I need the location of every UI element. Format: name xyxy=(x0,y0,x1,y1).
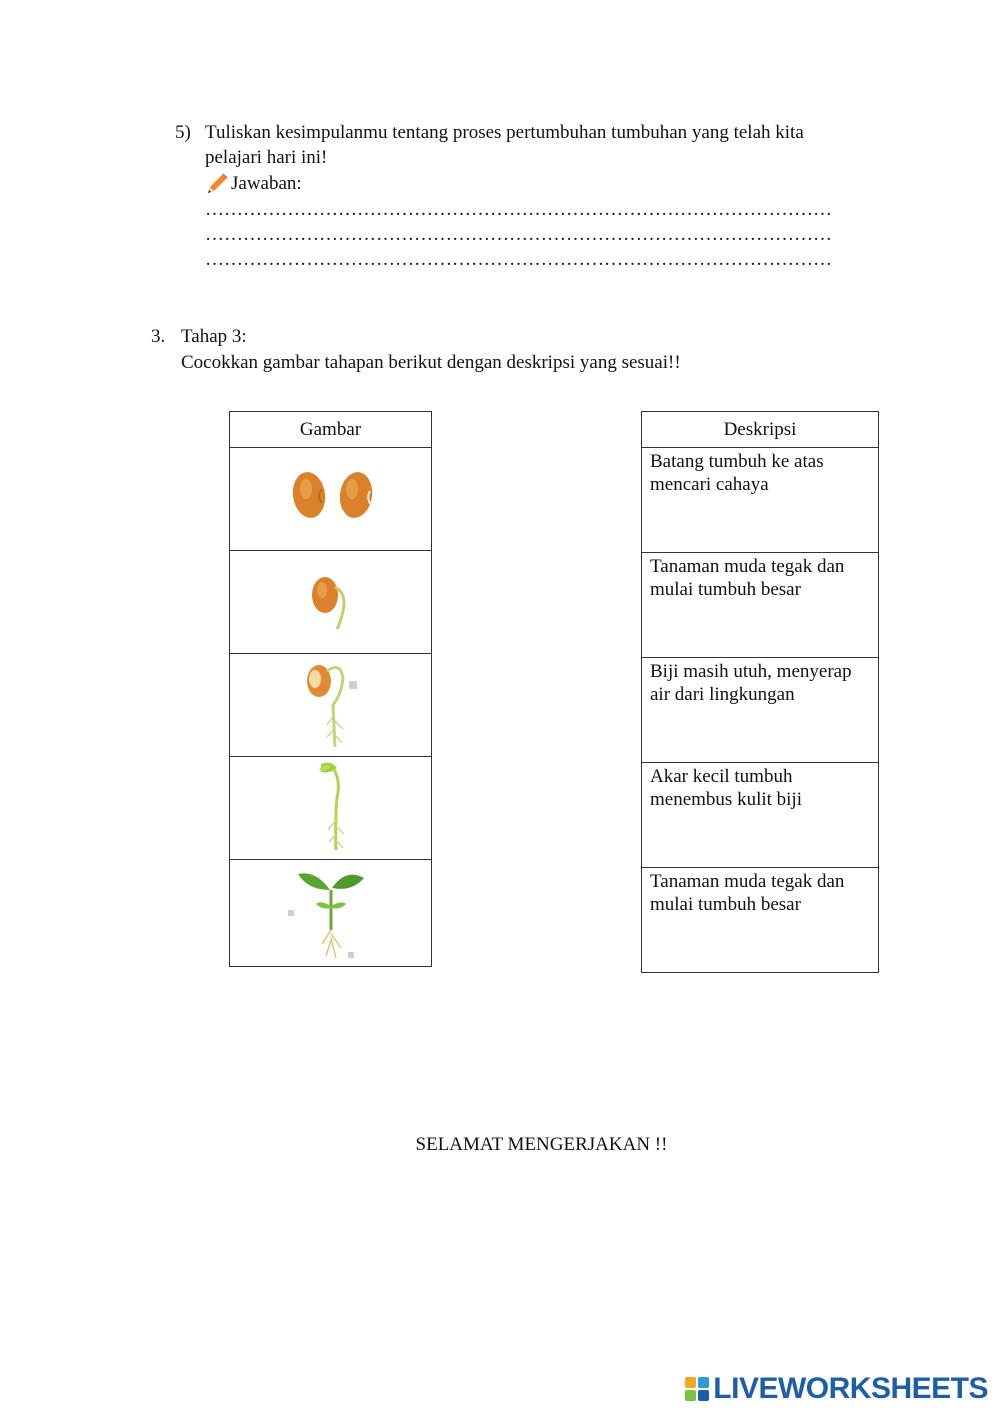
gambar-cell-3[interactable] xyxy=(230,654,432,757)
seed-with-root-image xyxy=(291,655,371,750)
question-5 xyxy=(175,120,875,272)
gambar-header: Gambar xyxy=(230,412,432,448)
deskripsi-header: Deskripsi xyxy=(642,412,879,448)
logo-icon xyxy=(685,1377,709,1401)
answer-line-3[interactable]: ……………………………………………………………………………………… xyxy=(205,249,832,270)
answer-line-2[interactable]: ……………………………………………………………………………………… xyxy=(205,224,832,245)
closing-text: SELAMAT MENGERJAKAN !! xyxy=(415,1134,668,1155)
gambar-cell-5[interactable] xyxy=(230,860,432,967)
gambar-cell-1[interactable] xyxy=(230,448,432,551)
deskripsi-table xyxy=(641,411,879,973)
question-text-line2: pelajari hari ini! xyxy=(205,147,328,168)
stage-title: Tahap 3: xyxy=(181,326,247,347)
deskripsi-cell-5[interactable]: Tanaman muda tegak dan mulai tumbuh besar xyxy=(642,868,879,973)
gambar-cell-2[interactable] xyxy=(230,551,432,654)
gambar-table xyxy=(229,411,432,967)
stage-number: 3. xyxy=(151,326,166,347)
question-number: 5) xyxy=(175,122,191,143)
logo-square xyxy=(698,1377,709,1388)
seedling-with-leaves-image xyxy=(286,860,376,960)
logo-text: LIVEWORKSHEETS xyxy=(713,1372,988,1405)
deskripsi-cell-4[interactable]: Akar kecil tumbuh menembus kulit biji xyxy=(642,763,879,868)
stage-instruction: Cocokkan gambar tahapan berikut dengan deskripsi yang sesuai!! xyxy=(181,352,681,373)
young-sprout-image xyxy=(291,758,371,853)
gambar-cell-4[interactable] xyxy=(230,757,432,860)
answer-label-row xyxy=(205,170,875,197)
liveworksheets-logo xyxy=(685,1372,988,1406)
deskripsi-cell-1[interactable]: Batang tumbuh ke atas mencari cahaya xyxy=(642,448,879,553)
answer-line-1[interactable]: ……………………………………………………………………………………… xyxy=(205,199,832,220)
logo-square xyxy=(698,1390,709,1401)
logo-square xyxy=(685,1377,696,1388)
logo-square xyxy=(685,1390,696,1401)
bean-seeds-image xyxy=(276,461,386,531)
germinating-seed-image xyxy=(291,559,371,639)
answer-label: Jawaban: xyxy=(231,173,302,194)
deskripsi-cell-3[interactable]: Biji masih utuh, menyerap air dari lingkungan xyxy=(642,658,879,763)
stage-3 xyxy=(151,324,681,376)
pencil-icon xyxy=(205,172,229,196)
deskripsi-cell-2[interactable]: Tanaman muda tegak dan mulai tumbuh besar xyxy=(642,553,879,658)
question-text-line1: Tuliskan kesimpulanmu tentang proses pertumbuhan tumbuhan yang telah kita xyxy=(205,122,804,143)
